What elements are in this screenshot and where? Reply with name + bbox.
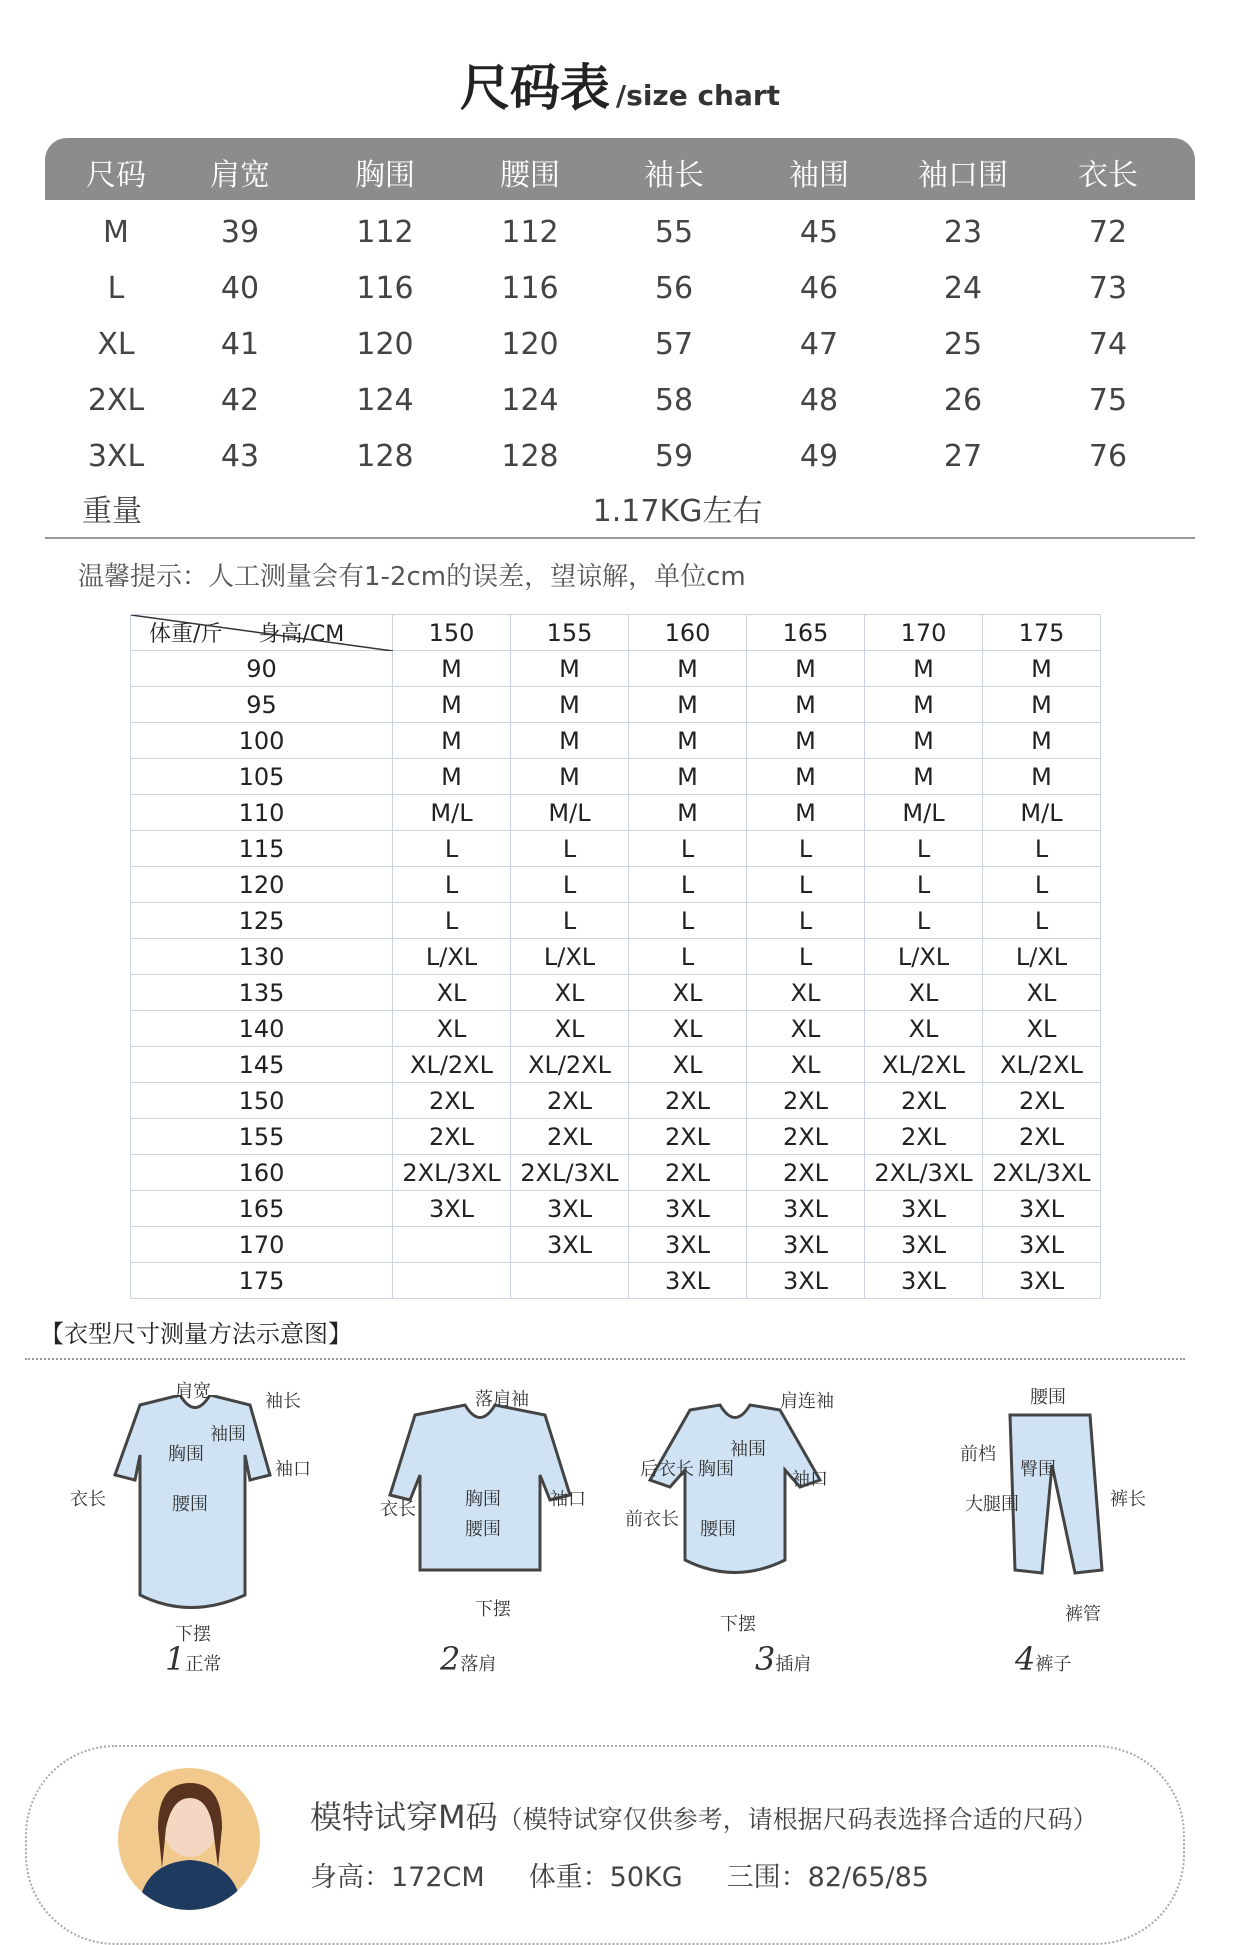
height-header: 160 <box>629 615 747 651</box>
size-cell: 3XL <box>629 1227 747 1263</box>
size-row <box>0 373 1240 429</box>
size-cell: 47 <box>799 327 839 362</box>
size-cell: 116 <box>501 271 559 306</box>
size-cell: M <box>865 759 983 795</box>
size-cell: M <box>393 687 511 723</box>
diagram-label: 胸围 <box>698 1459 734 1480</box>
size-cell: M <box>629 759 747 795</box>
size-cell: XL <box>629 1011 747 1047</box>
size-cell: XL <box>747 975 865 1011</box>
size-cell: L <box>983 903 1101 939</box>
size-cell: 2XL <box>511 1119 629 1155</box>
size-cell: M <box>747 759 865 795</box>
size-cell <box>393 1263 511 1299</box>
size-table-header <box>45 138 1195 200</box>
dotted-divider <box>25 1358 1185 1360</box>
diagram-label: 肩宽 <box>175 1381 211 1402</box>
diagram-label: 腰围 <box>700 1519 736 1540</box>
size-cell: 48 <box>799 383 839 418</box>
size-cell: M/L <box>983 795 1101 831</box>
model-measurements: 三围：82/65/85 <box>726 1862 929 1893</box>
size-cell: 56 <box>654 271 694 306</box>
size-cell: M/L <box>865 795 983 831</box>
size-cell: 2XL/3XL <box>865 1155 983 1191</box>
header-4: 袖长 <box>644 158 704 193</box>
size-cell: 75 <box>1088 383 1128 418</box>
size-cell: M/L <box>393 795 511 831</box>
size-cell: L <box>983 867 1101 903</box>
diagram-name: 正常 <box>185 1654 222 1675</box>
diagram-label: 衣长 <box>380 1499 416 1520</box>
size-cell: XL/2XL <box>865 1047 983 1083</box>
size-cell: 2XL/3XL <box>983 1155 1101 1191</box>
size-cell: M <box>865 651 983 687</box>
size-cell: 3XL <box>629 1263 747 1299</box>
size-cell: M/L <box>511 795 629 831</box>
fit-row <box>131 1227 1101 1263</box>
size-cell: 2XL <box>511 1083 629 1119</box>
size-cell: 45 <box>799 215 839 250</box>
size-cell: 43 <box>220 439 260 474</box>
corner-cell <box>131 615 393 651</box>
size-cell: M <box>393 723 511 759</box>
size-cell: 2XL <box>747 1155 865 1191</box>
size-cell: 2XL <box>747 1083 865 1119</box>
size-cell <box>511 1263 629 1299</box>
diagram-label: 腰围 <box>465 1519 501 1540</box>
size-cell: M <box>511 687 629 723</box>
fit-row <box>131 1011 1101 1047</box>
size-cell: 2XL <box>983 1083 1101 1119</box>
size-cell: L <box>747 903 865 939</box>
size-cell: L <box>629 903 747 939</box>
size-cell: L <box>983 831 1101 867</box>
size-cell: L/XL <box>865 939 983 975</box>
fit-table <box>130 614 1101 1299</box>
model-height: 身高：172CM <box>310 1862 485 1893</box>
size-row <box>0 261 1240 317</box>
size-cell: 3XL <box>865 1227 983 1263</box>
diagram-label: 落肩袖 <box>475 1389 529 1410</box>
weight-cell: 120 <box>131 867 393 903</box>
diagram-label: 大腿围 <box>965 1494 1019 1515</box>
size-cell: 3XL <box>865 1263 983 1299</box>
weight-cell: 160 <box>131 1155 393 1191</box>
fit-row <box>131 1263 1101 1299</box>
size-cell: 124 <box>501 383 559 418</box>
size-cell: 120 <box>356 327 414 362</box>
size-cell: 26 <box>943 383 983 418</box>
divider <box>45 537 1195 539</box>
diagram-label: 衣长 <box>70 1489 106 1510</box>
diagram-caption <box>1015 1640 1071 1678</box>
size-cell: M <box>865 687 983 723</box>
diagram-label: 腰围 <box>1030 1387 1066 1408</box>
weight-cell: 105 <box>131 759 393 795</box>
size-cell: L <box>393 831 511 867</box>
size-cell: M <box>747 651 865 687</box>
size-cell: XL <box>511 1011 629 1047</box>
size-cell: L <box>511 867 629 903</box>
size-cell: 112 <box>501 215 559 250</box>
diagram-name: 插肩 <box>775 1654 812 1675</box>
weight-cell: 125 <box>131 903 393 939</box>
size-cell: 120 <box>501 327 559 362</box>
size-cell: 3XL <box>87 439 145 474</box>
diagram-name: 裤子 <box>1035 1654 1072 1675</box>
fit-row <box>131 1047 1101 1083</box>
diagram-label: 袖口 <box>792 1469 828 1490</box>
size-cell: 2XL <box>629 1119 747 1155</box>
diagram-label: 下摆 <box>475 1599 511 1620</box>
size-cell: M <box>629 651 747 687</box>
size-cell: M <box>103 215 129 250</box>
diagram-label: 袖长 <box>265 1391 301 1412</box>
size-cell: M <box>511 723 629 759</box>
weight-cell: 95 <box>131 687 393 723</box>
model-stats <box>310 1855 973 1894</box>
size-cell: L <box>511 903 629 939</box>
fit-row <box>131 867 1101 903</box>
diagram-label: 肩连袖 <box>780 1391 834 1412</box>
height-header: 155 <box>511 615 629 651</box>
size-cell: M <box>747 795 865 831</box>
size-cell: L <box>747 939 865 975</box>
size-cell: XL <box>511 975 629 1011</box>
fit-row <box>131 723 1101 759</box>
size-cell: XL/2XL <box>393 1047 511 1083</box>
fit-row <box>131 903 1101 939</box>
size-cell <box>393 1227 511 1263</box>
page-title: 尺码表 /size chart <box>459 59 781 117</box>
size-cell: 2XL <box>865 1083 983 1119</box>
diagram-label: 胸围 <box>465 1489 501 1510</box>
size-cell: XL/2XL <box>983 1047 1101 1083</box>
size-cell: L <box>393 903 511 939</box>
size-cell: XL <box>393 1011 511 1047</box>
size-cell: L <box>629 831 747 867</box>
size-cell: 3XL <box>393 1191 511 1227</box>
size-cell: 46 <box>799 271 839 306</box>
size-cell: 3XL <box>629 1191 747 1227</box>
size-cell: M <box>983 759 1101 795</box>
diagram-label: 袖口 <box>275 1459 311 1480</box>
corner-height: 身高/CM <box>258 622 345 647</box>
size-cell: 59 <box>654 439 694 474</box>
size-cell: 112 <box>356 215 414 250</box>
size-cell: L <box>629 939 747 975</box>
diagram-label: 臀围 <box>1020 1459 1056 1480</box>
size-cell: M <box>393 759 511 795</box>
size-cell: 74 <box>1088 327 1128 362</box>
weight-cell: 170 <box>131 1227 393 1263</box>
size-cell: 42 <box>220 383 260 418</box>
size-cell: 2XL <box>393 1083 511 1119</box>
diagram-label: 裤管 <box>1065 1604 1101 1625</box>
corner-weight: 体重/斤 <box>149 622 223 647</box>
size-cell: XL <box>629 1047 747 1083</box>
diagram-label: 前衣长 <box>625 1509 679 1530</box>
size-cell: 128 <box>501 439 559 474</box>
fit-header-row <box>131 615 1101 651</box>
fit-row <box>131 759 1101 795</box>
size-cell: 3XL <box>865 1191 983 1227</box>
diagram-caption <box>755 1640 811 1678</box>
size-cell: 39 <box>220 215 260 250</box>
diagram-label: 胸围 <box>168 1444 204 1465</box>
size-cell: XL <box>629 975 747 1011</box>
size-cell: XL <box>393 975 511 1011</box>
size-cell: M <box>629 723 747 759</box>
diagonal-line <box>131 615 393 651</box>
size-cell: 2XL <box>393 1119 511 1155</box>
diagram-label: 裤长 <box>1110 1489 1146 1510</box>
size-cell: 3XL <box>983 1263 1101 1299</box>
weight-value: 1.17KG左右 <box>592 494 763 529</box>
size-row <box>0 317 1240 373</box>
size-cell: 2XL <box>983 1119 1101 1155</box>
size-cell: XL <box>747 1047 865 1083</box>
size-cell: 2XL/3XL <box>393 1155 511 1191</box>
header-3: 腰围 <box>500 158 560 193</box>
size-cell: M <box>983 687 1101 723</box>
fit-row <box>131 831 1101 867</box>
size-cell: 3XL <box>983 1191 1101 1227</box>
size-cell: XL <box>865 975 983 1011</box>
diagram-label: 袖口 <box>550 1489 586 1510</box>
header-7: 衣长 <box>1078 158 1138 193</box>
weight-cell: 110 <box>131 795 393 831</box>
diagram-number: 1 <box>165 1640 186 1678</box>
height-header: 150 <box>393 615 511 651</box>
size-cell: 72 <box>1088 215 1128 250</box>
weight-cell: 165 <box>131 1191 393 1227</box>
diagram-caption <box>165 1640 221 1678</box>
size-cell: 116 <box>356 271 414 306</box>
size-cell: M <box>983 723 1101 759</box>
weight-label: 重量 <box>82 494 142 529</box>
size-cell: XL <box>747 1011 865 1047</box>
size-cell: 3XL <box>747 1191 865 1227</box>
fit-row <box>131 939 1101 975</box>
size-cell: 40 <box>220 271 260 306</box>
size-cell: L/XL <box>983 939 1101 975</box>
header-6: 袖口围 <box>918 158 1008 193</box>
size-cell: XL <box>983 975 1101 1011</box>
size-cell: 49 <box>799 439 839 474</box>
diagram-label: 腰围 <box>172 1494 208 1515</box>
height-header: 170 <box>865 615 983 651</box>
measurement-diagrams <box>70 1381 1180 1695</box>
size-cell: 3XL <box>511 1227 629 1263</box>
size-cell: L/XL <box>393 939 511 975</box>
diagram-label: 袖围 <box>210 1424 246 1445</box>
model-photo-icon <box>118 1768 260 1910</box>
size-cell: 2XL <box>87 383 145 418</box>
size-cell: M <box>393 651 511 687</box>
fit-row <box>131 651 1101 687</box>
size-cell: 128 <box>356 439 414 474</box>
header-2: 胸围 <box>355 158 415 193</box>
size-cell: L/XL <box>511 939 629 975</box>
size-cell: 55 <box>654 215 694 250</box>
height-header: 175 <box>983 615 1101 651</box>
size-cell: 25 <box>943 327 983 362</box>
size-cell: M <box>865 723 983 759</box>
size-cell: M <box>983 651 1101 687</box>
size-cell: 3XL <box>511 1191 629 1227</box>
size-cell: L <box>107 271 125 306</box>
size-cell: L <box>393 867 511 903</box>
size-cell: 2XL <box>629 1083 747 1119</box>
size-cell: 124 <box>356 383 414 418</box>
size-cell: 24 <box>943 271 983 306</box>
size-cell: L <box>747 867 865 903</box>
fit-row <box>131 795 1101 831</box>
size-cell: M <box>747 687 865 723</box>
size-cell: 73 <box>1088 271 1128 306</box>
diagram-label: 下摆 <box>175 1624 211 1645</box>
diagram-caption <box>440 1640 496 1678</box>
size-cell: 23 <box>943 215 983 250</box>
model-avatar <box>118 1768 260 1910</box>
diagram-label: 前档 <box>960 1444 996 1465</box>
weight-cell: 130 <box>131 939 393 975</box>
size-row <box>0 429 1240 485</box>
model-weight: 体重：50KG <box>528 1862 683 1893</box>
weight-cell: 175 <box>131 1263 393 1299</box>
size-cell: M <box>747 723 865 759</box>
size-cell: M <box>629 795 747 831</box>
size-cell: M <box>511 651 629 687</box>
weight-cell: 150 <box>131 1083 393 1119</box>
size-cell: M <box>629 687 747 723</box>
size-cell: XL <box>983 1011 1101 1047</box>
header-5: 袖围 <box>789 158 849 193</box>
size-cell: L <box>511 831 629 867</box>
diagram-number: 4 <box>1015 1640 1036 1678</box>
diagram-number: 2 <box>440 1640 461 1678</box>
size-cell: XL/2XL <box>511 1047 629 1083</box>
diagram-label: 后衣长 <box>640 1459 694 1480</box>
height-header: 165 <box>747 615 865 651</box>
weight-cell: 140 <box>131 1011 393 1047</box>
section-title: 【衣型尺寸测量方法示意图】 <box>40 1320 352 1348</box>
header-1: 肩宽 <box>210 158 270 193</box>
diagram-label: 下摆 <box>720 1614 756 1635</box>
size-cell: L <box>747 831 865 867</box>
size-cell: 3XL <box>747 1227 865 1263</box>
weight-cell: 90 <box>131 651 393 687</box>
weight-cell: 135 <box>131 975 393 1011</box>
header-0: 尺码 <box>86 158 146 193</box>
size-cell: 57 <box>654 327 694 362</box>
fit-row <box>131 1119 1101 1155</box>
size-cell: L <box>865 867 983 903</box>
diagram-label: 袖围 <box>730 1439 766 1460</box>
size-cell: 41 <box>220 327 260 362</box>
weight-cell: 115 <box>131 831 393 867</box>
weight-cell: 100 <box>131 723 393 759</box>
size-cell: M <box>511 759 629 795</box>
size-row <box>0 205 1240 261</box>
size-cell: 3XL <box>747 1263 865 1299</box>
size-cell: XL <box>97 327 135 362</box>
size-cell: XL <box>865 1011 983 1047</box>
pants-icon <box>1010 1415 1102 1573</box>
fit-row <box>131 1155 1101 1191</box>
size-cell: 2XL <box>629 1155 747 1191</box>
fit-row <box>131 1191 1101 1227</box>
fit-row <box>131 687 1101 723</box>
weight-cell: 145 <box>131 1047 393 1083</box>
weight-cell: 155 <box>131 1119 393 1155</box>
size-cell: L <box>865 903 983 939</box>
measurement-tip: 温馨提示：人工测量会有1-2cm的误差，望谅解，单位cm <box>78 562 746 592</box>
size-cell: 76 <box>1088 439 1128 474</box>
diagram-number: 3 <box>755 1640 776 1678</box>
size-cell: L <box>629 867 747 903</box>
size-cell: 3XL <box>983 1227 1101 1263</box>
model-title: 模特试穿M码（模特试穿仅供参考，请根据尺码表选择合适的尺码） <box>310 1798 1098 1836</box>
diagram-name: 落肩 <box>460 1654 497 1675</box>
size-cell: 2XL <box>747 1119 865 1155</box>
size-cell: L <box>865 831 983 867</box>
size-cell: 2XL <box>865 1119 983 1155</box>
fit-row <box>131 1083 1101 1119</box>
fit-row <box>131 975 1101 1011</box>
size-cell: 27 <box>943 439 983 474</box>
size-cell: 58 <box>654 383 694 418</box>
size-cell: 2XL/3XL <box>511 1155 629 1191</box>
